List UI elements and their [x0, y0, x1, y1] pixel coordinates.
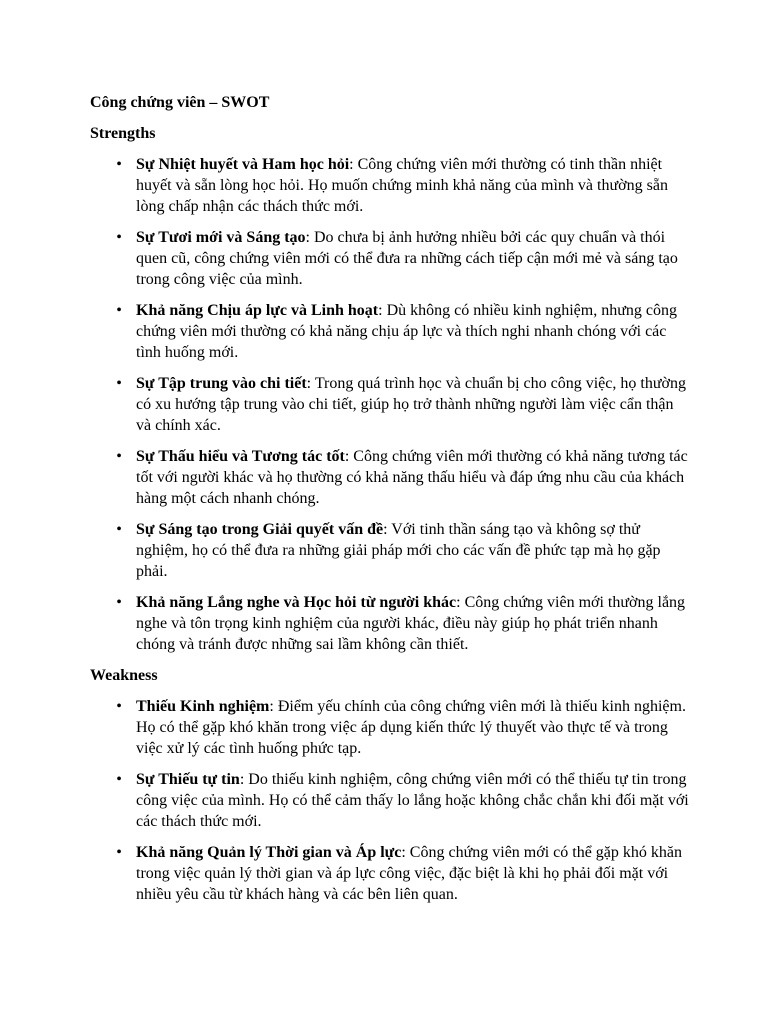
list-item	[90, 696, 690, 759]
list-item	[90, 300, 690, 363]
bullet-icon: •	[116, 375, 122, 392]
list-item	[90, 519, 690, 582]
item-term: Khả năng Chịu áp lực và Linh hoạt	[136, 302, 379, 319]
item-term: Sự Thiếu tự tin	[136, 771, 240, 788]
list-item	[90, 842, 690, 905]
item-description: : Công chứng viên mới thường có tinh thần nhiệt huyết và sẵn lòng học hỏi. Họ muốn chứng minh khả năng của mình và thường sẵn lòng chấp nhận các thách thức mới.	[136, 156, 668, 215]
bullet-icon: •	[116, 771, 122, 788]
section-heading-weakness: Weakness	[90, 667, 158, 684]
bullet-list	[90, 154, 690, 655]
list-item	[90, 769, 690, 832]
document-page	[90, 92, 690, 915]
bullet-icon: •	[116, 521, 122, 538]
item-description: : Công chứng viên mới thường có khả năng tương tác tốt với người khác và họ thường có khả năng thấu hiểu và đáp ứng nhu cầu của khách hàng một cách nhanh chóng.	[136, 448, 688, 507]
list-item	[90, 446, 690, 509]
list-item	[90, 227, 690, 290]
bullet-icon: •	[116, 844, 122, 861]
item-description: : Điểm yếu chính của công chứng viên mới là thiếu kinh nghiệm. Họ có thể gặp khó khăn trong việc áp dụng kiến thức lý thuyết vào thực tế và trong việc xử lý các tình huống phức tạp.	[136, 698, 686, 757]
item-description: : Trong quá trình học và chuẩn bị cho công việc, họ thường có xu hướng tập trung vào chi tiết, giúp họ trở thành những người làm việc cẩn thận và chính xác.	[136, 375, 686, 434]
list-item	[90, 154, 690, 217]
item-description: : Với tinh thần sáng tạo và không sợ thử nghiệm, họ có thể đưa ra những giải pháp mới cho các vấn đề phức tạp mà họ gặp phải.	[136, 521, 661, 580]
section-heading-strengths: Strengths	[90, 125, 156, 142]
item-description: : Công chứng viên mới có thể gặp khó khăn trong việc quản lý thời gian và áp lực công việc, đặc biệt là khi họ phải đối mặt với nhiều yêu cầu từ khách hàng và các bên liên quan.	[136, 844, 682, 903]
bullet-icon: •	[116, 448, 122, 465]
sections-container	[90, 123, 690, 905]
item-description: : Do thiếu kinh nghiệm, công chứng viên mới có thể thiếu tự tin trong công việc của mình. Họ có thể cảm thấy lo lắng hoặc không chắc chắn khi đối mặt với các thách thức mới.	[136, 771, 689, 830]
item-term: Sự Thấu hiểu và Tương tác tốt	[136, 448, 345, 465]
item-term: Khả năng Lắng nghe và Học hỏi từ người khác	[136, 594, 457, 611]
item-term: Sự Sáng tạo trong Giải quyết vấn đề	[136, 521, 384, 538]
list-item	[90, 592, 690, 655]
item-term: Sự Tươi mới và Sáng tạo	[136, 229, 306, 246]
item-description: : Dù không có nhiều kinh nghiệm, nhưng công chứng viên mới thường có khả năng chịu áp lực và thích nghi nhanh chóng với các tình huống mới.	[136, 302, 677, 361]
list-item	[90, 373, 690, 436]
document-title: Công chứng viên – SWOT	[90, 94, 270, 111]
item-term: Sự Tập trung vào chi tiết	[136, 375, 307, 392]
item-term: Khả năng Quản lý Thời gian và Áp lực	[136, 844, 402, 861]
item-description: : Do chưa bị ảnh hưởng nhiều bởi các quy chuẩn và thói quen cũ, công chứng viên mới có thể đưa ra những cách tiếp cận mới mẻ và sáng tạo trong công việc của mình.	[136, 229, 678, 288]
bullet-icon: •	[116, 698, 122, 715]
bullet-icon: •	[116, 156, 122, 173]
bullet-list	[90, 696, 690, 905]
bullet-icon: •	[116, 594, 122, 611]
item-description: : Công chứng viên mới thường lắng nghe và tôn trọng kinh nghiệm của người khác, điều này giúp họ phát triển nhanh chóng và tránh được những sai lầm không cần thiết.	[136, 594, 686, 653]
bullet-icon: •	[116, 229, 122, 246]
bullet-icon: •	[116, 302, 122, 319]
item-term: Thiếu Kinh nghiệm	[136, 698, 270, 715]
item-term: Sự Nhiệt huyết và Ham học hỏi	[136, 156, 350, 173]
